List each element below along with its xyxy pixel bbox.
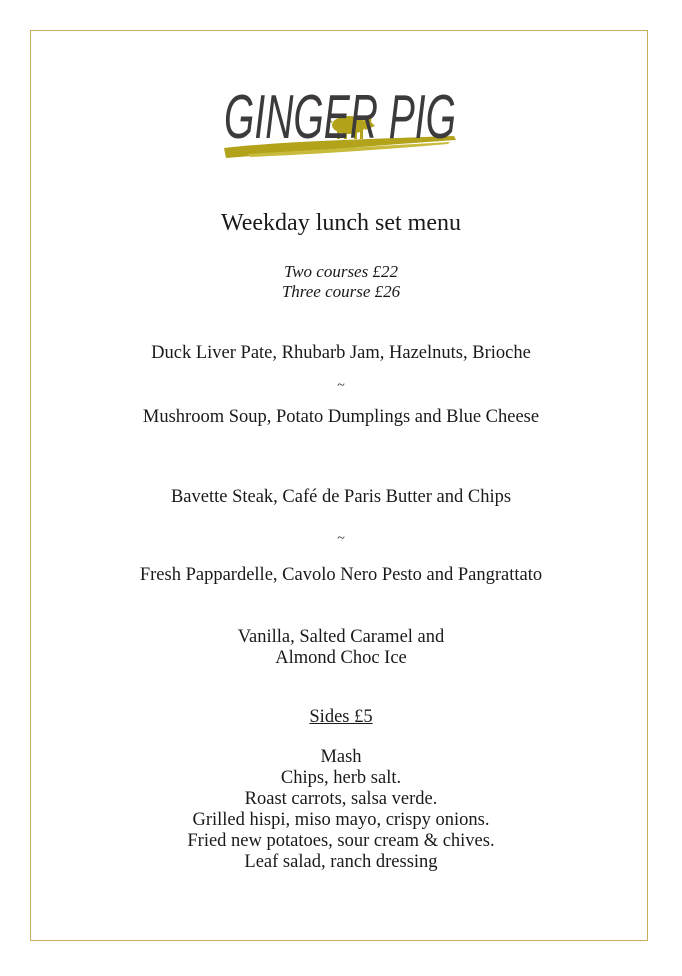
- side-item: Grilled hispi, miso mayo, crispy onions.: [192, 810, 490, 830]
- side-item: Roast carrots, salsa verde.: [244, 789, 438, 809]
- main-pappardelle: Fresh Pappardelle, Cavolo Nero Pesto and Pangrattato: [139, 565, 543, 585]
- side-item: Chips, herb salt.: [280, 768, 402, 788]
- dessert-line-1: Vanilla, Salted Caramel and: [237, 627, 445, 647]
- sides-heading: Sides £5: [309, 707, 373, 727]
- dessert-line-2: Almond Choc Ice: [275, 648, 407, 668]
- price-two-courses: Two courses £22: [284, 262, 398, 281]
- sides-heading-wrap: [0, 706, 682, 728]
- side-item: Fried new potatoes, sour cream & chives.: [187, 831, 495, 851]
- starter-separator: ~: [337, 378, 345, 393]
- main-separator: ~: [337, 531, 345, 546]
- side-item: Leaf salad, ranch dressing: [244, 852, 438, 872]
- menu-title: Weekday lunch set menu: [221, 210, 461, 236]
- logo-lettering: GINGER PIG: [224, 83, 456, 152]
- side-item: Mash: [320, 747, 362, 767]
- starter-mushroom-soup: Mushroom Soup, Potato Dumplings and Blue Cheese: [142, 407, 540, 427]
- main-bavette-steak: Bavette Steak, Café de Paris Butter and Chips: [170, 487, 512, 507]
- price-three-courses: Three course £26: [281, 282, 401, 301]
- ginger-pig-logo: [218, 56, 464, 168]
- logo-graphic: [218, 56, 464, 168]
- starter-duck-liver: Duck Liver Pate, Rhubarb Jam, Hazelnuts, Brioche: [151, 343, 531, 363]
